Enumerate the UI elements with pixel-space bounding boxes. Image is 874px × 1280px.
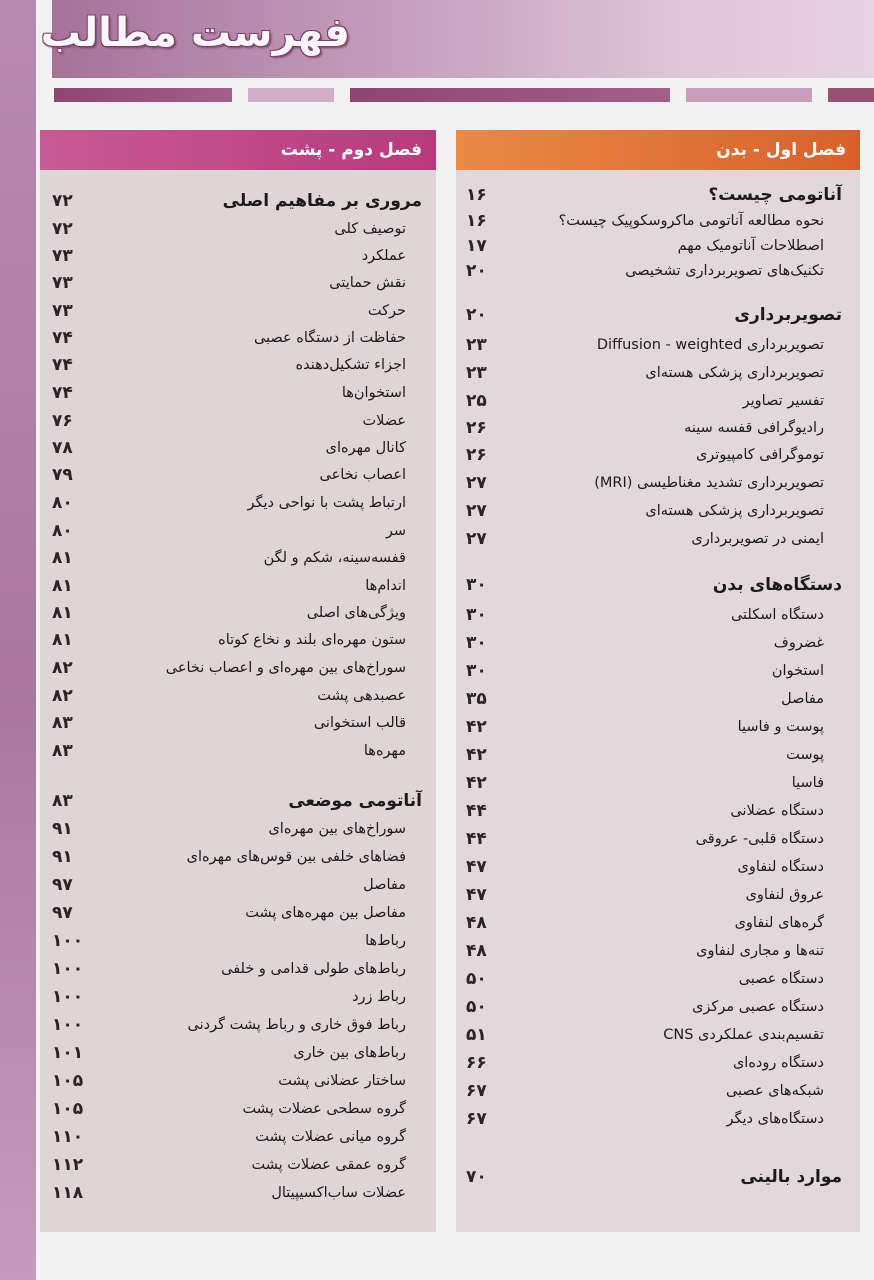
toc-entry: [40, 1180, 436, 1206]
toc-entry: [40, 627, 436, 653]
entry-title: مروری بر مفاهیم اصلی: [222, 191, 422, 211]
entry-title: آناتومی چیست؟: [708, 185, 842, 205]
entry-title: تصویربرداری پزشکی هسته‌ای: [645, 365, 824, 381]
entry-page-number: ۲۷: [466, 501, 487, 521]
title-band: [40, 0, 874, 78]
entry-page-number: ۴۲: [466, 717, 487, 737]
entry-title: عضلات: [362, 413, 406, 429]
toc-entry: [40, 1012, 436, 1038]
entry-page-number: ۲۵: [466, 391, 487, 411]
toc-entry: [40, 956, 436, 982]
entry-page-number: ۹۱: [52, 819, 73, 839]
toc-entry: [456, 470, 860, 496]
decorative-bar: [828, 88, 874, 102]
entry-title: کانال مهره‌ای: [325, 440, 406, 456]
entry-title: سر: [385, 523, 406, 539]
toc-entry: [40, 738, 436, 764]
entry-title: ستون مهره‌ای بلند و نخاع کوتاه: [218, 632, 406, 648]
entry-title: اجزاء تشکیل‌دهنده: [295, 357, 406, 373]
toc-entry: [456, 332, 860, 358]
entry-title: گروه عمقی عضلات پشت: [251, 1157, 406, 1173]
entry-title: تکنیک‌های تصویربرداری تشخیصی: [625, 263, 824, 279]
entry-title: رادیوگرافی قفسه سینه: [684, 420, 824, 436]
entry-page-number: ۷۴: [52, 355, 73, 375]
entry-title: گروه میانی عضلات پشت: [255, 1129, 406, 1145]
toc-section-entry: [456, 1164, 860, 1190]
entry-page-number: ۱۰۱: [52, 1043, 84, 1063]
entry-page-number: ۸۱: [52, 548, 73, 568]
toc-entry: [40, 683, 436, 709]
toc-entry: [456, 498, 860, 524]
entry-title: اندام‌ها: [365, 578, 406, 594]
toc-entry: [456, 360, 860, 386]
entry-title: ساختار عضلانی پشت: [278, 1073, 406, 1089]
entry-page-number: ۱۰۰: [52, 987, 84, 1007]
toc-entry: [40, 298, 436, 324]
entry-page-number: ۳۰: [466, 575, 487, 595]
entry-title: تصویربرداری تشدید مغناطیسی (MRI): [594, 475, 824, 491]
entry-page-number: ۷۲: [52, 191, 73, 211]
entry-page-number: ۷۴: [52, 328, 73, 348]
entry-page-number: ۴۲: [466, 745, 487, 765]
toc-entry: [456, 442, 860, 468]
entry-title: رباط زرد: [352, 989, 406, 1005]
toc-entry: [456, 742, 860, 768]
entry-page-number: ۹۱: [52, 847, 73, 867]
toc-column-chapter-1: [456, 130, 860, 1232]
toc-section-entry: [40, 188, 436, 214]
entry-page-number: ۴۲: [466, 773, 487, 793]
chapter-heading: فصل دوم - پشت: [40, 130, 436, 170]
decorative-bar: [350, 88, 670, 102]
toc-entry: [40, 352, 436, 378]
entry-page-number: ۱۱۲: [52, 1155, 84, 1175]
toc-entry: [456, 826, 860, 852]
entry-title: ویژگی‌های اصلی: [306, 605, 406, 621]
entry-page-number: ۱۰۰: [52, 959, 84, 979]
toc-entry: [40, 816, 436, 842]
entry-title: رباط فوق خاری و رباط پشت گردنی: [187, 1017, 406, 1033]
entry-title: عضلات ساب‌اکسیپیتال: [271, 1185, 406, 1201]
entry-page-number: ۶۷: [466, 1081, 487, 1101]
toc-entry: [456, 882, 860, 908]
entry-page-number: ۱۶: [466, 211, 487, 231]
toc-entry: [40, 1124, 436, 1150]
entry-page-number: ۷۳: [52, 246, 73, 266]
entry-title: قفسه‌سینه، شکم و لگن: [263, 550, 406, 566]
entry-title: تصویربرداری پزشکی هسته‌ای: [645, 503, 824, 519]
decorative-bar: [248, 88, 334, 102]
entry-title: غضروف: [773, 635, 824, 651]
entry-page-number: ۵۱: [466, 1025, 487, 1045]
entry-title: آناتومی موضعی: [288, 791, 422, 811]
toc-entry: [40, 872, 436, 898]
entry-page-number: ۶۶: [466, 1053, 487, 1073]
entry-title: سوراخ‌های بین مهره‌ای: [268, 821, 406, 837]
entry-page-number: ۳۵: [466, 689, 487, 709]
entry-page-number: ۱۰۰: [52, 1015, 84, 1035]
entry-page-number: ۷۳: [52, 301, 73, 321]
entry-title: دستگاه روده‌ای: [732, 1055, 824, 1071]
entry-page-number: ۳۰: [466, 633, 487, 653]
toc-entry: [40, 573, 436, 599]
toc-entry: [456, 686, 860, 712]
toc-entry: [456, 1022, 860, 1048]
entry-title: دستگاه عصبی مرکزی: [692, 999, 824, 1015]
entry-title: توصیف کلی: [334, 221, 406, 237]
toc-entry: [40, 844, 436, 870]
toc-section-entry: [40, 788, 436, 814]
entry-page-number: ۴۸: [466, 941, 487, 961]
entry-title: دستگاه قلبی- عروقی: [695, 831, 824, 847]
entry-page-number: ۲۷: [466, 529, 487, 549]
entry-title: سوراخ‌های بین مهره‌ای و اعصاب نخاعی: [165, 660, 406, 676]
entry-page-number: ۲۰: [466, 305, 487, 325]
toc-entry: [456, 1078, 860, 1104]
toc-entry: [456, 258, 860, 284]
entry-title: نحوه مطالعه آناتومی ماکروسکوپیک چیست؟: [558, 213, 824, 229]
toc-entry: [40, 243, 436, 269]
entry-title: مفاصل: [363, 877, 406, 893]
entry-page-number: ۱۰۵: [52, 1071, 84, 1091]
toc-entry: [40, 928, 436, 954]
entry-page-number: ۱۰۰: [52, 931, 84, 951]
entry-page-number: ۱۰۵: [52, 1099, 84, 1119]
toc-entry: [40, 545, 436, 571]
entry-title: پوست: [786, 747, 824, 763]
entry-title: ارتباط پشت با نواحی دیگر: [247, 495, 406, 511]
entry-page-number: ۴۷: [466, 857, 487, 877]
toc-entry: [40, 435, 436, 461]
entry-page-number: ۷۶: [52, 411, 73, 431]
entry-title: نقش حمایتی: [329, 275, 406, 291]
entry-page-number: ۸۲: [52, 686, 73, 706]
toc-entry: [456, 388, 860, 414]
toc-entry: [40, 325, 436, 351]
entry-page-number: ۲۶: [466, 445, 487, 465]
entry-title: توموگرافی کامپیوتری: [695, 447, 824, 463]
entry-title: دستگاه‌های دیگر: [726, 1111, 824, 1127]
toc-section-entry: [456, 302, 860, 328]
toc-entry: [456, 798, 860, 824]
toc-entry: [456, 658, 860, 684]
toc-entry: [40, 1152, 436, 1178]
toc-entry: [456, 770, 860, 796]
entry-title: تقسیم‌بندی عملکردی CNS: [663, 1027, 824, 1043]
toc-entry: [40, 600, 436, 626]
toc-entry: [40, 655, 436, 681]
entry-page-number: ۸۱: [52, 630, 73, 650]
entry-title: اعصاب نخاعی: [319, 467, 406, 483]
toc-entry: [456, 415, 860, 441]
entry-title: شبکه‌های عصبی: [725, 1083, 824, 1099]
entry-page-number: ۴۷: [466, 885, 487, 905]
toc-entry: [40, 490, 436, 516]
page-edge-strip: [0, 0, 36, 1280]
entry-title: عملکرد: [361, 248, 406, 264]
entry-page-number: ۸۳: [52, 791, 73, 811]
entry-page-number: ۷۲: [52, 219, 73, 239]
entry-page-number: ۸۰: [52, 521, 73, 541]
entry-page-number: ۲۷: [466, 473, 487, 493]
toc-entry: [456, 910, 860, 936]
entry-title: عروق لنفاوی: [745, 887, 824, 903]
entry-title: عصبدهی پشت: [317, 688, 406, 704]
entry-page-number: ۵۰: [466, 969, 487, 989]
entry-page-number: ۴۸: [466, 913, 487, 933]
entry-page-number: ۸۰: [52, 493, 73, 513]
entry-page-number: ۸۱: [52, 603, 73, 623]
entry-title: حفاظت از دستگاه عصبی: [253, 330, 406, 346]
entry-page-number: ۱۱۰: [52, 1127, 84, 1147]
toc-entry: [40, 270, 436, 296]
page-bottom-margin: [36, 1240, 874, 1280]
entry-title: حرکت: [367, 303, 406, 319]
entry-title: دستگاه عضلانی: [730, 803, 824, 819]
toc-entry: [456, 714, 860, 740]
toc-entry: [456, 602, 860, 628]
toc-column-chapter-2: [40, 130, 436, 1232]
toc-entry: [456, 994, 860, 1020]
entry-title: موارد بالینی: [740, 1167, 842, 1187]
entry-title: رباط‌ها: [365, 933, 406, 949]
entry-title: رباط‌های طولی قدامی و خلفی: [221, 961, 406, 977]
entry-title: مهره‌ها: [363, 743, 406, 759]
toc-entry: [456, 233, 860, 259]
toc-entry: [40, 380, 436, 406]
entry-page-number: ۳۰: [466, 605, 487, 625]
toc-entry: [40, 1068, 436, 1094]
entry-title: فضاهای خلفی بین قوس‌های مهره‌ای: [186, 849, 406, 865]
entry-title: تنه‌ها و مجاری لنفاوی: [696, 943, 824, 959]
entry-page-number: ۸۳: [52, 713, 73, 733]
decorative-bar: [54, 88, 232, 102]
toc-section-entry: [456, 182, 860, 208]
toc-entry: [40, 900, 436, 926]
entry-page-number: ۸۲: [52, 658, 73, 678]
entry-title: اصطلاحات آناتومیک مهم: [677, 238, 824, 254]
entry-page-number: ۲۳: [466, 335, 487, 355]
entry-title: گروه سطحی عضلات پشت: [242, 1101, 406, 1117]
entry-page-number: ۴۴: [466, 801, 487, 821]
entry-page-number: ۸۱: [52, 576, 73, 596]
toc-entry: [456, 854, 860, 880]
entry-page-number: ۱۱۸: [52, 1183, 84, 1203]
toc-entry: [40, 1096, 436, 1122]
entry-page-number: ۷۸: [52, 438, 73, 458]
toc-entry: [456, 1050, 860, 1076]
entry-page-number: ۱۷: [466, 236, 487, 256]
entry-title: فاسیا: [791, 775, 824, 791]
toc-entry: [40, 984, 436, 1010]
entry-title: تصویربرداری: [734, 305, 842, 325]
toc-entry: [40, 1040, 436, 1066]
toc-entry: [40, 462, 436, 488]
entry-page-number: ۱۶: [466, 185, 487, 205]
toc-entry: [40, 518, 436, 544]
toc-entry: [40, 216, 436, 242]
toc-entry: [456, 526, 860, 552]
entry-page-number: ۴۴: [466, 829, 487, 849]
toc-entry: [456, 208, 860, 234]
chapter-heading: فصل اول - بدن: [456, 130, 860, 170]
toc-entry: [456, 1106, 860, 1132]
toc-entry: [40, 408, 436, 434]
toc-section-entry: [456, 572, 860, 598]
entry-title: پوست و فاسیا: [737, 719, 824, 735]
entry-title: ایمنی در تصویربرداری: [691, 531, 824, 547]
entry-page-number: ۲۰: [466, 261, 487, 281]
page-title: فهرست مطالب: [40, 10, 350, 56]
entry-page-number: ۷۹: [52, 465, 73, 485]
entry-title: دستگاه اسکلتی: [730, 607, 824, 623]
entry-page-number: ۷۳: [52, 273, 73, 293]
entry-title: قالب استخوانی: [313, 715, 406, 731]
entry-title: دستگاه عصبی: [738, 971, 824, 987]
entry-title: دستگاه‌های بدن: [712, 575, 842, 595]
entry-page-number: ۹۷: [52, 875, 73, 895]
entry-title: مفاصل: [781, 691, 824, 707]
entry-title: استخوان: [771, 663, 824, 679]
entry-title: استخوان‌ها: [341, 385, 406, 401]
entry-title: دستگاه لنفاوی: [737, 859, 824, 875]
entry-page-number: ۲۶: [466, 418, 487, 438]
entry-page-number: ۷۰: [466, 1167, 487, 1187]
entry-title: مفاصل بین مهره‌های پشت: [245, 905, 406, 921]
entry-title: رباط‌های بین خاری: [293, 1045, 406, 1061]
entry-page-number: ۸۳: [52, 741, 73, 761]
entry-title: گره‌های لنفاوی: [734, 915, 824, 931]
toc-entry: [456, 630, 860, 656]
entry-title: تفسیر تصاویر: [742, 393, 824, 409]
entry-title: تصویربرداری Diffusion - weighted: [596, 337, 824, 353]
toc-entry: [456, 966, 860, 992]
entry-page-number: ۳۰: [466, 661, 487, 681]
entry-page-number: ۹۷: [52, 903, 73, 923]
entry-page-number: ۶۷: [466, 1109, 487, 1129]
entry-page-number: ۵۰: [466, 997, 487, 1017]
entry-page-number: ۲۳: [466, 363, 487, 383]
toc-entry: [40, 710, 436, 736]
decorative-bar: [686, 88, 812, 102]
toc-entry: [456, 938, 860, 964]
entry-page-number: ۷۴: [52, 383, 73, 403]
